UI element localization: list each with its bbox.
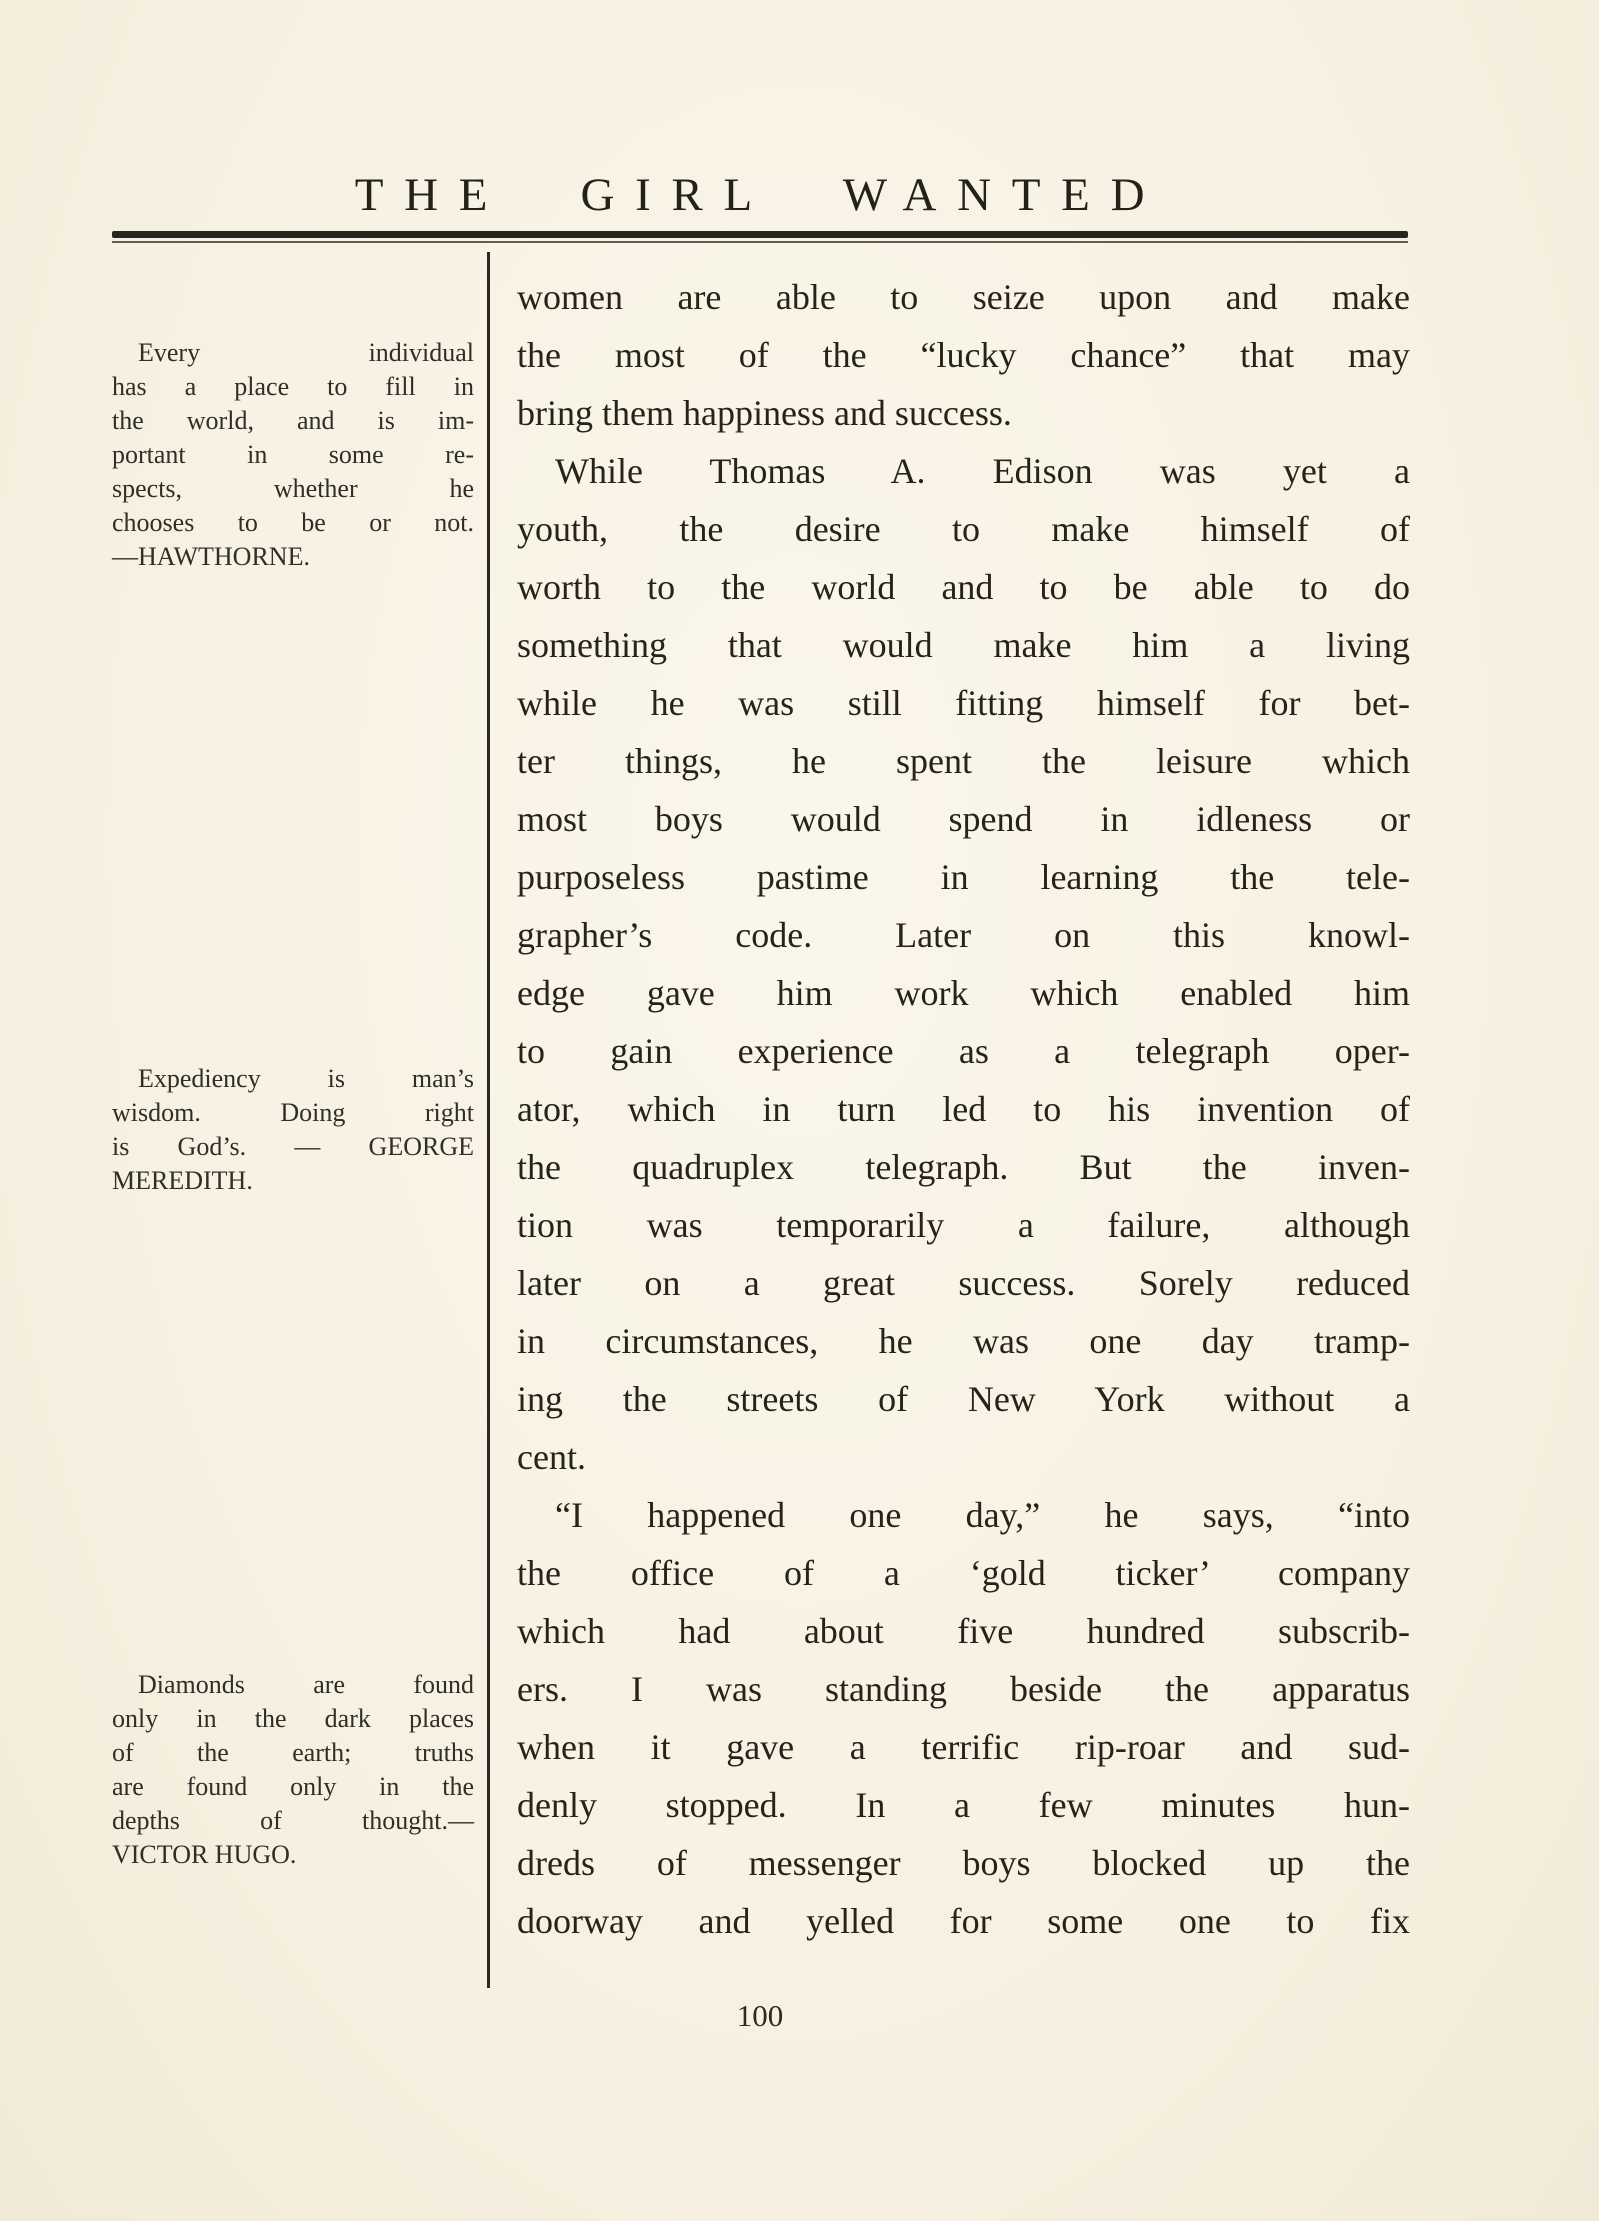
text-line: in circumstances, he was one day tramp- <box>517 1321 1410 1361</box>
text-line: ers. I was standing beside the apparatus <box>517 1669 1410 1709</box>
text-line: the office of a ‘gold ticker’ company <box>517 1553 1410 1593</box>
text-line: doorway and yelled for some one to fix <box>517 1901 1410 1941</box>
text-line: ator, which in turn led to his invention of <box>517 1089 1410 1129</box>
text-line: chooses to be or not. <box>112 508 474 537</box>
text-line: MEREDITH. <box>112 1166 253 1195</box>
text-line: ter things, he spent the leisure which <box>517 741 1410 781</box>
text-line: of the earth; truths <box>112 1738 474 1767</box>
text-line: which had about five hundred subscrib- <box>517 1611 1410 1651</box>
text-line: wisdom. Doing right <box>112 1098 474 1127</box>
text-line: the quadruplex telegraph. But the inven- <box>517 1147 1410 1187</box>
text-line: —HAWTHORNE. <box>112 542 310 571</box>
text-line: youth, the desire to make himself of <box>517 509 1410 549</box>
text-line: only in the dark places <box>112 1704 474 1733</box>
text-line: the most of the “lucky chance” that may <box>517 335 1410 375</box>
text-line: to gain experience as a telegraph oper- <box>517 1031 1410 1071</box>
text-line: edge gave him work which enabled him <box>517 973 1410 1013</box>
text-line: are found only in the <box>112 1772 474 1801</box>
page-number: 100 <box>736 1998 784 2033</box>
margin-quote-hawthorne <box>112 336 474 574</box>
text-line: denly stopped. In a few minutes hun- <box>517 1785 1410 1825</box>
text-line: VICTOR HUGO. <box>112 1840 297 1869</box>
text-line: most boys would spend in idleness or <box>517 799 1410 839</box>
paragraph-edison-youth <box>517 442 1410 1486</box>
text-line: something that would make him a living <box>517 625 1410 665</box>
text-line: While Thomas A. Edison was yet a <box>555 451 1410 491</box>
text-line: bring them happiness and success. <box>517 393 1012 433</box>
text-line: while he was still fitting himself for bet- <box>517 683 1410 723</box>
text-line: ing the streets of New York without a <box>517 1379 1410 1419</box>
text-line: the world, and is im- <box>112 406 474 435</box>
text-line: Every individual <box>138 338 474 367</box>
text-line: is God’s. — GEORGE <box>112 1132 474 1161</box>
paragraph-lucky-chance <box>517 268 1410 442</box>
page-title: THE GIRL WANTED <box>354 169 1166 221</box>
text-line: grapher’s code. Later on this knowl- <box>517 915 1410 955</box>
text-line: Diamonds are found <box>138 1670 474 1699</box>
main-text-column <box>517 268 1410 1950</box>
text-line: depths of thought.— <box>112 1806 474 1835</box>
text-line: spects, whether he <box>112 474 474 503</box>
text-line: later on a great success. Sorely reduced <box>517 1263 1410 1303</box>
text-line: worth to the world and to be able to do <box>517 567 1410 607</box>
column-divider-rule <box>487 252 490 1988</box>
text-line: portant in some re- <box>112 440 474 469</box>
text-line: Expediency is man’s <box>138 1064 474 1093</box>
text-line: tion was temporarily a failure, although <box>517 1205 1410 1245</box>
text-line: cent. <box>517 1437 586 1477</box>
text-line: women are able to seize upon and make <box>517 277 1410 317</box>
margin-quote-meredith <box>112 1062 474 1198</box>
text-line: purposeless pastime in learning the tele- <box>517 857 1410 897</box>
margin-quotes-column <box>112 0 474 2221</box>
text-line: “I happened one day,” he says, “into <box>555 1495 1410 1535</box>
text-line: has a place to fill in <box>112 372 474 401</box>
paragraph-gold-ticker <box>517 1486 1410 1950</box>
margin-quote-hugo <box>112 1668 474 1872</box>
text-line: when it gave a terrific rip-roar and sud- <box>517 1727 1410 1767</box>
text-line: dreds of messenger boys blocked up the <box>517 1843 1410 1883</box>
